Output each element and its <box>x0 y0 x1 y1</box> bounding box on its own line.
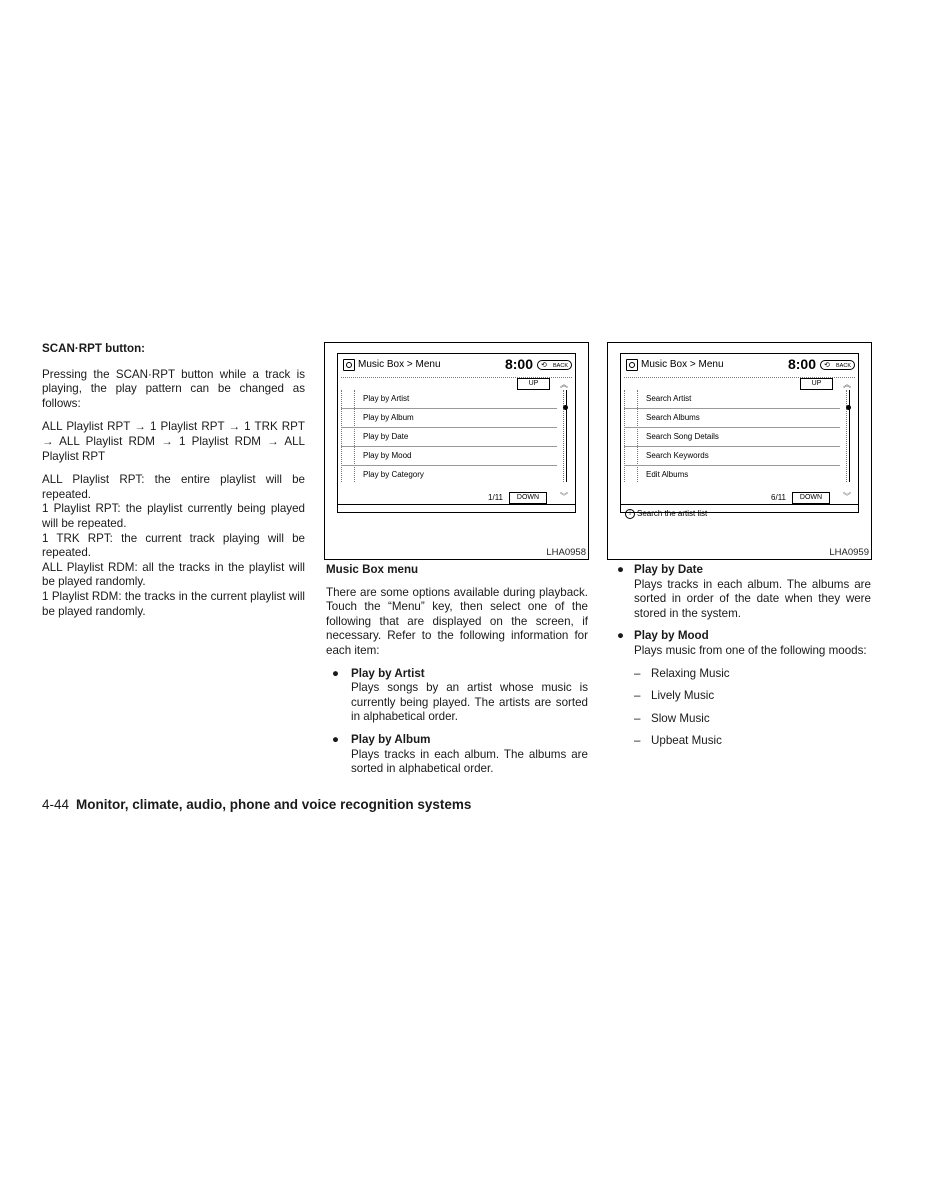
bullet-text: Plays tracks in each album. The albums are sorted in alphabetical order. <box>351 747 588 776</box>
menu-item-search-albums[interactable] <box>624 409 840 428</box>
menu-item-search-artist[interactable] <box>624 390 840 409</box>
page-footer <box>42 797 471 812</box>
bullet-icon: ● <box>332 732 340 746</box>
menu-item-label: Search Song Details <box>646 432 719 441</box>
bullet-icon: ● <box>617 629 625 643</box>
mood-label: Slow Music <box>651 711 710 725</box>
menu-item-label: Play by Date <box>363 432 409 441</box>
scrollbar[interactable] <box>560 390 567 482</box>
mood-item: – Upbeat Music <box>634 734 722 748</box>
figure-music-box-menu <box>324 342 589 560</box>
screen-display <box>620 353 859 518</box>
info-icon: i <box>625 509 635 519</box>
bullet-text: Plays tracks in each album. The albums are sorted in order of the date when they were stored in the system. <box>634 577 871 620</box>
bullet-item <box>326 733 588 777</box>
menu-item-play-by-category[interactable] <box>341 466 557 484</box>
hint-bar <box>338 504 575 523</box>
mood-list <box>617 667 871 749</box>
figure-music-box-search-menu <box>607 342 872 560</box>
scrollbar[interactable] <box>843 390 850 482</box>
figure-code: LHA0958 <box>546 547 586 558</box>
music-box-icon <box>343 359 355 371</box>
music-box-menu-intro: There are some options available during playback. Touch the “Menu” key, then select one of the following that are displayed on the screen, if necessary. Refer to the following information for each item: <box>326 585 588 657</box>
bullet-title: Play by Mood <box>634 629 709 643</box>
double-chevron-up-icon: ︽ <box>843 380 851 389</box>
bullet-text: Plays songs by an artist whose music is currently being played. The artists are sorted in alphabetical order. <box>351 681 588 724</box>
menu-item-label: Search Keywords <box>646 451 709 460</box>
scrollbar-knob[interactable] <box>563 405 568 410</box>
menu-item-label: Play by Mood <box>363 451 412 460</box>
double-chevron-down-icon: ︾ <box>843 492 851 501</box>
left-column <box>42 342 305 619</box>
clock: 8:00 <box>787 356 816 372</box>
back-button[interactable]: ⟲ BACK <box>820 360 855 370</box>
figure-code: LHA0959 <box>829 547 869 558</box>
bullet-item <box>617 629 871 658</box>
definition-item: 1 TRK RPT: the current track playing will be repeated. <box>42 531 305 560</box>
menu-item-label: Search Artist <box>646 394 692 403</box>
mood-label: Lively Music <box>651 689 715 703</box>
right-column <box>617 563 871 757</box>
mood-label: Relaxing Music <box>651 666 730 680</box>
bullet-icon: ● <box>617 563 625 576</box>
middle-column <box>326 563 588 777</box>
menu-list <box>624 390 840 484</box>
clock: 8:00 <box>504 356 533 372</box>
definition-item: ALL Playlist RPT: the entire playlist will be repeated. <box>42 473 305 501</box>
down-button[interactable]: DOWN <box>792 492 830 504</box>
bullet-title: Play by Date <box>634 563 703 576</box>
hint-bar <box>621 504 858 523</box>
music-box-menu-heading: Music Box menu <box>326 563 419 576</box>
bullet-title: Play by Album <box>351 732 431 746</box>
menu-item-play-by-mood[interactable] <box>341 447 557 466</box>
hint-text: Search the artist list <box>637 509 708 518</box>
menu-item-label: Search Albums <box>646 413 700 422</box>
bullet-icon: ● <box>332 666 340 680</box>
mood-item: – Lively Music <box>634 689 715 703</box>
bullet-text: Plays music from one of the following moods: <box>634 643 867 657</box>
down-button[interactable]: DOWN <box>509 492 547 504</box>
menu-item-search-song-details[interactable] <box>624 428 840 447</box>
definition-item: ALL Playlist RDM: all the tracks in the playlist will be played randomly. <box>42 560 305 589</box>
definition-item: 1 Playlist RPT: the playlist currently being played will be repeated. <box>42 502 305 530</box>
section-title: Monitor, climate, audio, phone and voice recognition systems <box>76 797 472 812</box>
up-button[interactable]: UP <box>517 378 550 390</box>
back-button[interactable]: ⟲ BACK <box>537 360 572 370</box>
page-indicator: 6/11 <box>771 493 786 502</box>
mood-item: – Relaxing Music <box>634 666 730 680</box>
scan-rpt-heading: SCAN·RPT button: <box>42 342 146 355</box>
bullet-item <box>617 563 871 621</box>
menu-item-edit-albums[interactable] <box>624 466 840 484</box>
menu-item-play-by-artist[interactable] <box>341 390 557 409</box>
mood-item: – Slow Music <box>634 711 710 725</box>
menu-item-label: Edit Albums <box>646 470 689 479</box>
menu-item-label: Play by Album <box>363 413 414 422</box>
page-indicator: 1/11 <box>488 493 503 502</box>
menu-item-label: Play by Artist <box>363 394 410 403</box>
mood-label: Upbeat Music <box>651 734 722 748</box>
double-chevron-up-icon: ︽ <box>560 380 568 389</box>
screen-title: Music Box > Menu <box>358 359 441 370</box>
page-number: 4-44 <box>42 797 70 812</box>
menu-item-search-keywords[interactable] <box>624 447 840 466</box>
scrollbar-knob[interactable] <box>846 405 851 410</box>
menu-item-play-by-date[interactable] <box>341 428 557 447</box>
scan-rpt-sequence: ALL Playlist RPT → 1 Playlist RPT → 1 TRK RPT → ALL Playlist RDM → 1 Playlist RDM → ALL Playlist RPT <box>42 420 305 463</box>
menu-item-play-by-album[interactable] <box>341 409 557 428</box>
screen-display <box>337 353 576 513</box>
music-box-icon <box>626 359 638 371</box>
definition-item: 1 Playlist RDM: the tracks in the current playlist will be played randomly. <box>42 589 305 618</box>
double-chevron-down-icon: ︾ <box>560 492 568 501</box>
menu-item-label: Play by Category <box>363 470 424 479</box>
screen-title: Music Box > Menu <box>641 359 724 370</box>
scan-rpt-intro: Pressing the SCAN·RPT button while a track is playing, the play pattern can be changed as follows: <box>42 367 305 410</box>
up-button[interactable]: UP <box>800 378 833 390</box>
bullet-item <box>326 667 588 725</box>
bullet-title: Play by Artist <box>351 666 425 680</box>
menu-list <box>341 390 557 484</box>
